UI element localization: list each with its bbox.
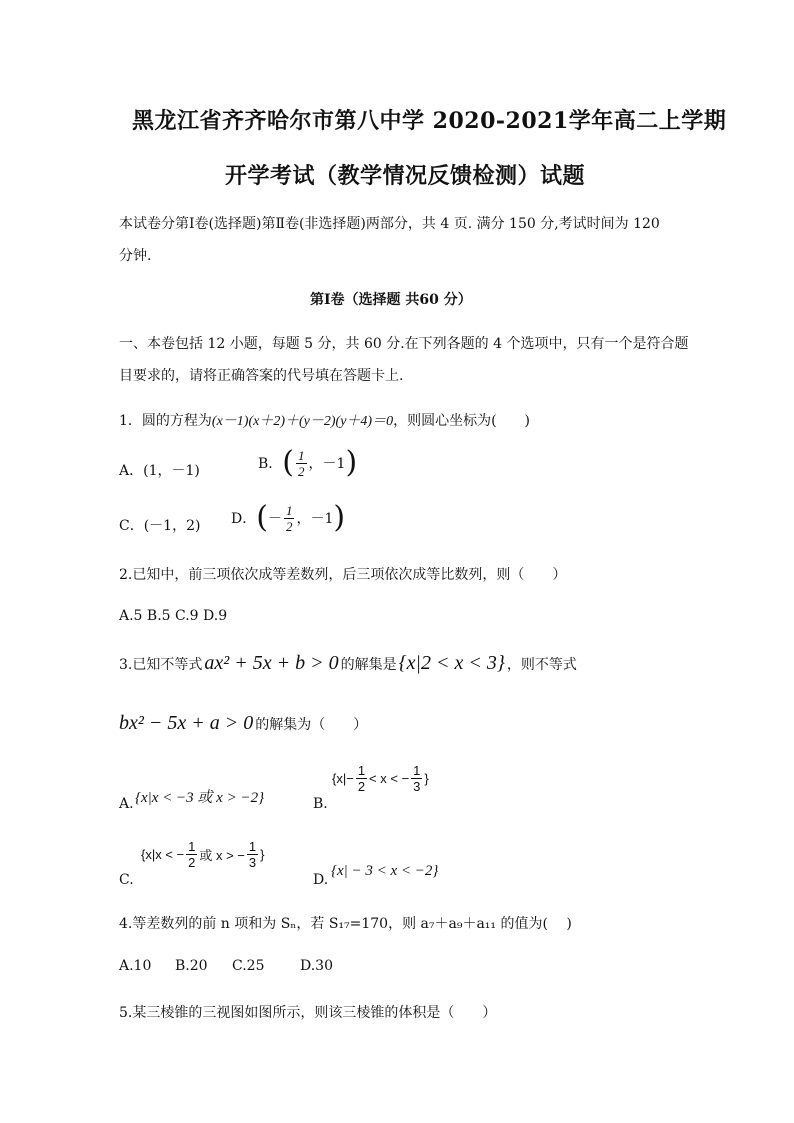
q4-option-c: C.25 [232,958,265,974]
q4-option-b: B.20 [175,958,208,974]
question-1-stem [119,410,530,430]
q3-stem-tail: 的解集为（ ） [255,716,368,733]
q3-option-b [332,764,429,793]
denominator: 3 [413,779,421,794]
intro-line-2: 分钟. [119,248,152,264]
q3-option-a: {x|x < −3 或 x > −2} [135,790,265,806]
q3-option-c-end: } [260,847,265,862]
q3-solution-set: {x|2 < x < 3} [398,652,505,674]
q1-option-c: C．(－1，2) [119,518,201,534]
denominator: 3 [248,855,257,870]
q3-option-c [141,840,264,869]
q1-option-d-numerator: 1 [285,502,293,518]
numerator: 1 [248,839,257,854]
q3-stem-mid: 的解集是 [340,656,397,673]
question-5-stem: 5.某三棱锥的三视图如图所示，则该三棱锥的体积是（ ） [119,1005,497,1021]
q3-stem-suffix: ，则不等式 [506,656,577,673]
q1-stem-prefix: 1．圆的方程为 [119,413,212,429]
instructions-line-2: 目要求的，请将正确答案的代号填在答题卡上. [119,368,404,384]
q1-option-b-label: B． [258,456,283,472]
denominator: 2 [357,779,366,794]
question-2-options: A.5 B.5 C.9 D.9 [119,608,228,624]
numerator: 1 [188,839,196,854]
q1-option-b: B． ( $\frac{1}{2}$ ，－1 ) [258,445,358,480]
denominator: 2 [188,855,196,870]
q3-option-b-prefix: {x|− [332,771,354,786]
q3-stem-prefix: 3.已知不等式 [119,656,203,673]
q1-option-b-numerator: 1 [298,447,305,463]
question-2-stem: 2.已知中，前三项依次成等差数列，后三项依次成等比数列，则（ ） [119,567,567,583]
q1-stem-suffix: ，则圆心坐标为( ) [393,413,531,429]
numerator: 1 [413,763,421,778]
instructions-line-1: 一、本卷包括 12 小题，每题 5 分，共 60 分.在下列各题的 4 个选项中，只有一个是符合题 [119,336,689,352]
numerator: 1 [357,763,366,778]
q3-inequality-2: bx² − 5x + a > 0 [119,712,254,734]
q1-stem-equation: (x－1)(x＋2)＋(y－2)(y＋4)＝0 [211,414,394,429]
section-heading: 第Ⅰ卷（选择题 共60 分） [310,292,472,308]
title-line-2: 开学考试（教学情况反馈检测）试题 [225,163,586,189]
q3-option-d: {x| − 3 < x < −2} [331,863,439,879]
q3-option-c-fraction-1 [186,840,197,869]
q1-option-d-denominator: 2 [285,518,293,534]
q3-option-c-prefix: {x|x < − [141,847,185,862]
question-3-stem-line-2 [119,712,367,735]
q3-option-b-fraction-2 [411,764,422,793]
q3-option-b-end: } [424,771,429,786]
q3-option-b-fraction-1 [356,764,367,793]
q1-option-b-denominator: 2 [298,463,305,479]
q3-option-c-middle: 或 x > − [199,848,245,863]
q3-option-c-fraction-2 [247,840,258,869]
q3-option-c-label: C. [119,872,134,888]
title-line-1: 黑龙江省齐齐哈尔市第八中学 2020-2021学年高二上学期 [132,108,727,134]
q3-option-a-label: A. [119,796,134,812]
question-4-stem: 4.等差数列的前 n 项和为 Sₙ，若 S₁₇=170，则 a₇＋a₉＋a₁₁ 的值为( ) [119,916,572,932]
intro-line-1: 本试卷分第Ⅰ卷(选择题)第Ⅱ卷(非选择题)两部分，共 4 页. 满分 150 分,考试时间为 120 [119,216,660,232]
q4-option-d: D.30 [300,958,333,974]
q1-option-d-tail: ，－1 [296,511,334,527]
q3-option-d-label: D. [313,872,329,888]
q1-option-d: D． ( － $\frac{1}{2}$ ，－1 ) [231,500,346,535]
q3-option-b-label: B. [313,796,328,812]
q1-option-d-label: D． [231,511,257,527]
q1-option-a: A．(1，－1) [119,463,200,479]
q1-option-b-fraction [296,449,307,478]
q1-option-d-fraction [284,504,295,533]
q3-option-b-middle: < x < − [369,771,410,786]
q1-option-d-sign: － [267,511,282,527]
q1-option-b-tail: ，－1 [308,456,346,472]
question-3-stem [119,652,577,675]
q4-option-a: A.10 [119,958,152,974]
q3-inequality-1: ax² + 5x + b > 0 [204,652,339,674]
